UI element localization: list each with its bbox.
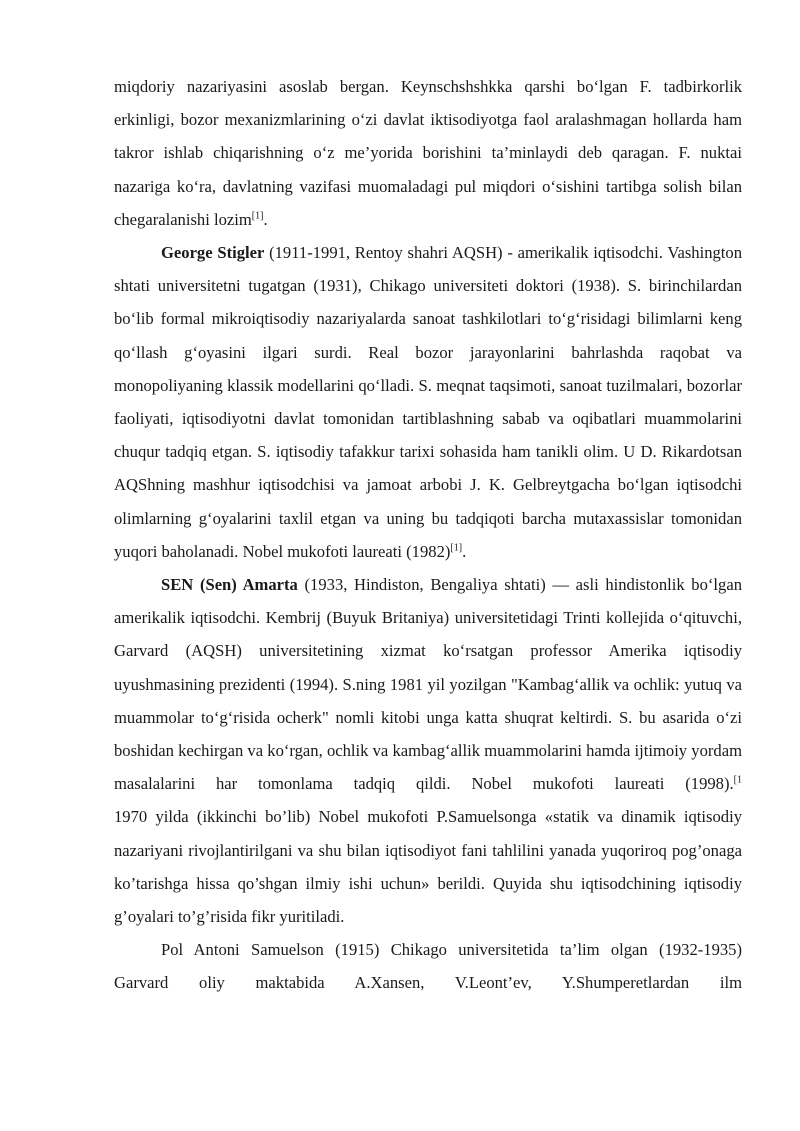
footnote-ref[interactable]: [1] bbox=[450, 542, 463, 554]
paragraph-sen bbox=[114, 568, 742, 800]
paragraph-text: miqdoriy nazariyasini asoslab bergan. Keynschshshkka qarshi bo‘lgan F. tadbirkorlik erkinligi, bozor mexanizmlarining o‘zi davlat iktisodiyotga faol aralashmagan hollarda ham takror ishlab chiqarishning o‘z me’yorida borishini ta’minlaydi deb qaragan. F. nuktai nazariga ko‘ra, davlatning vazifasi muomaladagi pul miqdori o‘sishini tartibga solish bilan chegaralanishi lozim bbox=[114, 77, 742, 229]
paragraph-tail: . bbox=[462, 541, 467, 561]
paragraph-text: 1970 yilda (ikkinchi bo’lib) Nobel mukofoti P.Samuelsonga «statik va dinamik iqtisodiy nazariyani rivojlantirilgani va shu bilan iqtisodiyot fani tahlilini yanada yuqoriroq pog’onaga ko’tarishga hissa qo’shgan ilmiy ishi uchun» berildi. Quyida shu iqtisodchining iqtisodiy g’oyalari to’g’risida fikr yuritiladi. bbox=[114, 807, 742, 927]
paragraph-samuelson-nobel bbox=[114, 800, 742, 933]
footnote-ref[interactable]: [1 bbox=[733, 774, 742, 786]
document-page bbox=[114, 70, 742, 1000]
person-name: SEN (Sen) Amarta bbox=[161, 575, 298, 595]
paragraph-text: (1933, Hindiston, Bengaliya shtati) — asli hindistonlik bo‘lgan amerikalik iqtisodchi. Kembrij (Buyuk Britaniya) universitetidagi Trinti kollejida o‘qituvchi, Garvard (AQSH) universitetining xizmat ko‘rsatgan professor Amerika iqtisodiy uyushmasining prezidenti (1994). S.ning 1981 yil yozilgan "Kambag‘allik va ochlik: yutuq va muammolar to‘g‘risida ocherk" nomli kitobi unga katta shuqrat keltirdi. S. bu asarida o‘zi boshidan kechirgan va ko‘rgan, ochlik va kambag‘allik muammolarini hamda ijtimoiy yordam masalalarini har tomonlama tadqiq qildi. Nobel mukofoti laureati (1998). bbox=[114, 575, 742, 794]
paragraph-text: (1911-1991, Rentoy shahri AQSH) - amerikalik iqtisodchi. Vashington shtati universitetni tugatgan (1931), Chikago universiteti doktori (1938). S. birinchilardan bo‘lib formal mikroiqtisodiy nazariyalarda sanoat tashkilotlari to‘g‘risidagi bilimlarni keng qo‘llash g‘oyasini ilgari surdi. Real bozor jarayonlarini bahrlashda raqobat va monopoliyaning klassik modellarini qo‘lladi. S. meqnat taqsimoti, sanoat tuzilmalari, bozorlar faoliyati, iqtisodiyotni davlat tomonidan tartiblashning sabab va oqibatlari muammolarini chuqur tadqiq etgan. S. iqtisodiy tafakkur tarixi sohasida ham tanikli olim. U D. Rikardotsan AQShning mashhur iqtisodchisi va jamoat arbobi J. K. Gelbreytgacha bo‘lgan iqtisodchi olimlarning g‘oyalarini taxlil etgan va uning bu tadqiqoti barcha mutaxassislar tomonidan yuqori baholanadi. Nobel mukofoti laureati (1982) bbox=[114, 243, 743, 561]
paragraph-text: Pol Antoni Samuelson (1915) Chikago universitetida ta’lim olgan (1932-1935) Garvard oliy maktabida A.Xansen, V.Leont’ev, Y.Shumperetlardan ilm bbox=[114, 940, 742, 993]
paragraph-stigler bbox=[114, 236, 742, 568]
footnote-ref[interactable]: [1] bbox=[251, 210, 264, 222]
person-name: George Stigler bbox=[161, 243, 265, 263]
paragraph-samuelson-bio bbox=[114, 933, 742, 999]
paragraph-tail: . bbox=[263, 209, 268, 229]
paragraph-friedman-end bbox=[114, 70, 742, 236]
